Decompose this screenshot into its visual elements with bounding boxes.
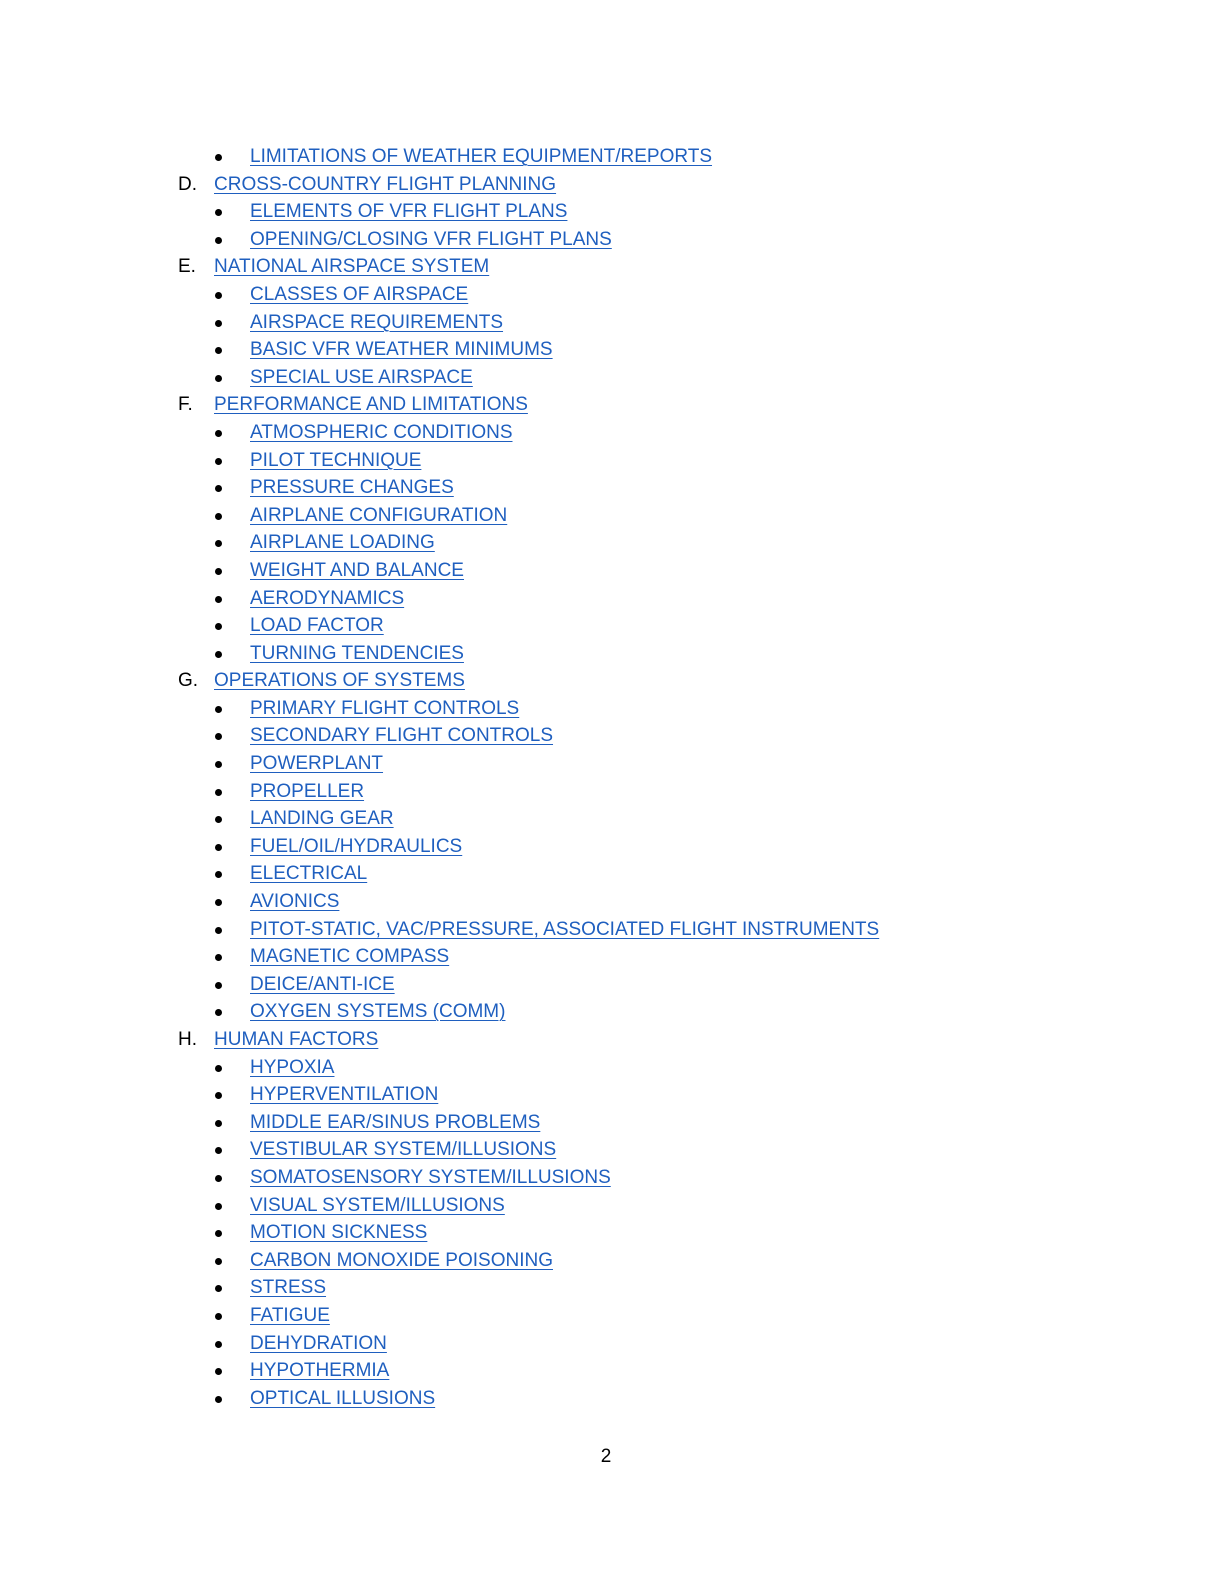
bullet-icon: [215, 375, 222, 382]
bullet-icon: [215, 1147, 222, 1154]
outline-item-link[interactable]: DEICE/ANTI-ICE: [250, 973, 395, 995]
section-title-link[interactable]: OPERATIONS OF SYSTEMS: [214, 670, 465, 692]
outline-item: [0, 1219, 1224, 1247]
outline-item-link[interactable]: AERODYNAMICS: [250, 587, 405, 609]
outline-item-link[interactable]: VISUAL SYSTEM/ILLUSIONS: [250, 1194, 505, 1216]
outline-section: [0, 391, 1224, 419]
outline-item-link[interactable]: PROPELLER: [250, 780, 365, 802]
bullet-icon: [215, 1065, 222, 1072]
outline-item-link[interactable]: ATMOSPHERIC CONDITIONS: [250, 421, 513, 443]
outline-item: [0, 1136, 1224, 1164]
bullet-icon: [215, 1313, 222, 1320]
outline-list: [0, 143, 1224, 1412]
outline-item-link[interactable]: OPTICAL ILLUSIONS: [250, 1387, 436, 1409]
outline-item: [0, 805, 1224, 833]
outline-item: [0, 860, 1224, 888]
outline-item-link[interactable]: PRESSURE CHANGES: [250, 477, 454, 499]
outline-item: [0, 447, 1224, 475]
outline-item-link[interactable]: LANDING GEAR: [250, 808, 394, 830]
bullet-icon: [215, 154, 222, 161]
outline-item-link[interactable]: MAGNETIC COMPASS: [250, 946, 450, 968]
outline-item-link[interactable]: PRIMARY FLIGHT CONTROLS: [250, 697, 520, 719]
outline-item: [0, 971, 1224, 999]
outline-item-link[interactable]: OPENING/CLOSING VFR FLIGHT PLANS: [250, 228, 612, 250]
section-title-link[interactable]: NATIONAL AIRSPACE SYSTEM: [214, 256, 490, 278]
bullet-icon: [215, 789, 222, 796]
outline-item-link[interactable]: CLASSES OF AIRSPACE: [250, 283, 469, 305]
section-title-link[interactable]: CROSS-COUNTRY FLIGHT PLANNING: [214, 173, 557, 195]
outline-item: [0, 612, 1224, 640]
outline-item: [0, 529, 1224, 557]
outline-item: [0, 1247, 1224, 1275]
outline-item-link[interactable]: AIRPLANE LOADING: [250, 532, 435, 554]
outline-item: [0, 336, 1224, 364]
outline-item-link[interactable]: LIMITATIONS OF WEATHER EQUIPMENT/REPORTS: [250, 146, 713, 167]
outline-item: [0, 557, 1224, 585]
section-title-link[interactable]: PERFORMANCE AND LIMITATIONS: [214, 394, 528, 416]
page-number: 2: [600, 1446, 612, 1467]
outline-item-link[interactable]: SOMATOSENSORY SYSTEM/ILLUSIONS: [250, 1166, 611, 1188]
bullet-icon: [215, 237, 222, 244]
outline-item: [0, 1385, 1224, 1413]
bullet-icon: [215, 651, 222, 658]
bullet-icon: [215, 1092, 222, 1099]
bullet-icon: [215, 458, 222, 465]
section-title-link[interactable]: HUMAN FACTORS: [214, 1029, 379, 1050]
outline-item-link[interactable]: AIRPLANE CONFIGURATION: [250, 504, 508, 526]
outline-item: [0, 943, 1224, 971]
bullet-icon: [215, 596, 222, 603]
outline-item-link[interactable]: MIDDLE EAR/SINUS PROBLEMS: [250, 1111, 541, 1133]
bullet-icon: [215, 1396, 222, 1403]
outline-item: [0, 888, 1224, 916]
outline-item: [0, 502, 1224, 530]
bullet-icon: [215, 623, 222, 630]
bullet-icon: [215, 1175, 222, 1182]
outline-item: [0, 998, 1224, 1026]
bullet-icon: [215, 513, 222, 520]
outline-item: [0, 722, 1224, 750]
bullet-icon: [215, 430, 222, 437]
outline-section: [0, 171, 1224, 199]
bullet-icon: [215, 982, 222, 989]
outline-item-link[interactable]: SPECIAL USE AIRSPACE: [250, 366, 473, 388]
outline-item: [0, 198, 1224, 226]
outline-item-link[interactable]: ELECTRICAL: [250, 863, 368, 885]
outline-item-link[interactable]: ELEMENTS OF VFR FLIGHT PLANS: [250, 201, 568, 223]
bullet-icon: [215, 485, 222, 492]
outline-item: [0, 309, 1224, 337]
section-letter: D.: [178, 173, 197, 195]
outline-item: [0, 143, 1224, 171]
outline-item: [0, 750, 1224, 778]
outline-item: [0, 474, 1224, 502]
bullet-icon: [215, 320, 222, 327]
bullet-icon: [215, 1120, 222, 1127]
outline-item-link[interactable]: HYPOTHERMIA: [250, 1360, 390, 1382]
bullet-icon: [215, 540, 222, 547]
outline-item: [0, 585, 1224, 613]
outline-item: [0, 1274, 1224, 1302]
section-letter: F.: [178, 394, 193, 416]
outline-item-link[interactable]: PILOT TECHNIQUE: [250, 449, 422, 471]
outline-item-link[interactable]: MOTION SICKNESS: [250, 1222, 428, 1244]
outline-item-link[interactable]: DEHYDRATION: [250, 1332, 387, 1354]
outline-item-link[interactable]: OXYGEN SYSTEMS (COMM): [250, 1001, 506, 1023]
outline-item-link[interactable]: SECONDARY FLIGHT CONTROLS: [250, 725, 554, 747]
outline-item-link[interactable]: FUEL/OIL/HYDRAULICS: [250, 835, 463, 857]
outline-item: [0, 1192, 1224, 1220]
bullet-icon: [215, 292, 222, 299]
outline-section: [0, 667, 1224, 695]
outline-item: [0, 1109, 1224, 1137]
outline-item: [0, 778, 1224, 806]
bullet-icon: [215, 1368, 222, 1375]
bullet-icon: [215, 899, 222, 906]
outline-section: [0, 1026, 1224, 1054]
bullet-icon: [215, 568, 222, 575]
outline-item: [0, 1164, 1224, 1192]
bullet-icon: [215, 954, 222, 961]
outline-item: [0, 833, 1224, 861]
outline-item-link[interactable]: CARBON MONOXIDE POISONING: [250, 1249, 553, 1271]
outline-item-link[interactable]: VESTIBULAR SYSTEM/ILLUSIONS: [250, 1139, 557, 1161]
outline-item: [0, 281, 1224, 309]
outline-item: [0, 1357, 1224, 1385]
bullet-icon: [215, 1203, 222, 1210]
section-letter: H.: [178, 1029, 197, 1050]
bullet-icon: [215, 844, 222, 851]
outline-item-link[interactable]: STRESS: [250, 1277, 327, 1299]
outline-item: [0, 1330, 1224, 1358]
bullet-icon: [215, 816, 222, 823]
bullet-icon: [215, 209, 222, 216]
bullet-icon: [215, 761, 222, 768]
outline-item: [0, 1302, 1224, 1330]
outline-item-link[interactable]: FATIGUE: [250, 1304, 330, 1326]
section-letter: E.: [178, 256, 196, 278]
bullet-icon: [215, 1341, 222, 1348]
bullet-icon: [215, 733, 222, 740]
outline-item-link[interactable]: PITOT-STATIC, VAC/PRESSURE, ASSOCIATED FLIGHT INSTRUMENTS: [250, 918, 880, 940]
outline-item-link[interactable]: POWERPLANT: [250, 753, 384, 775]
bullet-icon: [215, 871, 222, 878]
outline-item-link[interactable]: LOAD FACTOR: [250, 615, 384, 637]
outline-item: [0, 364, 1224, 392]
outline-item: [0, 419, 1224, 447]
outline-item-link[interactable]: HYPOXIA: [250, 1056, 335, 1078]
section-letter: G.: [178, 670, 199, 692]
outline-item-link[interactable]: HYPERVENTILATION: [250, 1084, 439, 1106]
outline-section: [0, 253, 1224, 281]
bullet-icon: [215, 927, 222, 934]
bullet-icon: [215, 1230, 222, 1237]
outline-item: [0, 1081, 1224, 1109]
bullet-icon: [215, 1258, 222, 1265]
outline-item-link[interactable]: TURNING TENDENCIES: [250, 642, 464, 664]
outline-item-link[interactable]: WEIGHT AND BALANCE: [250, 559, 464, 581]
outline-item-link[interactable]: AVIONICS: [250, 891, 340, 913]
bullet-icon: [215, 1009, 222, 1016]
outline-item-link[interactable]: BASIC VFR WEATHER MINIMUMS: [250, 339, 553, 361]
bullet-icon: [215, 706, 222, 713]
outline-item: [0, 916, 1224, 944]
outline-item: [0, 1054, 1224, 1082]
outline-item: [0, 695, 1224, 723]
bullet-icon: [215, 1285, 222, 1292]
outline-item-link[interactable]: AIRSPACE REQUIREMENTS: [250, 311, 504, 333]
bullet-icon: [215, 347, 222, 354]
outline-item: [0, 640, 1224, 668]
outline-item: [0, 226, 1224, 254]
